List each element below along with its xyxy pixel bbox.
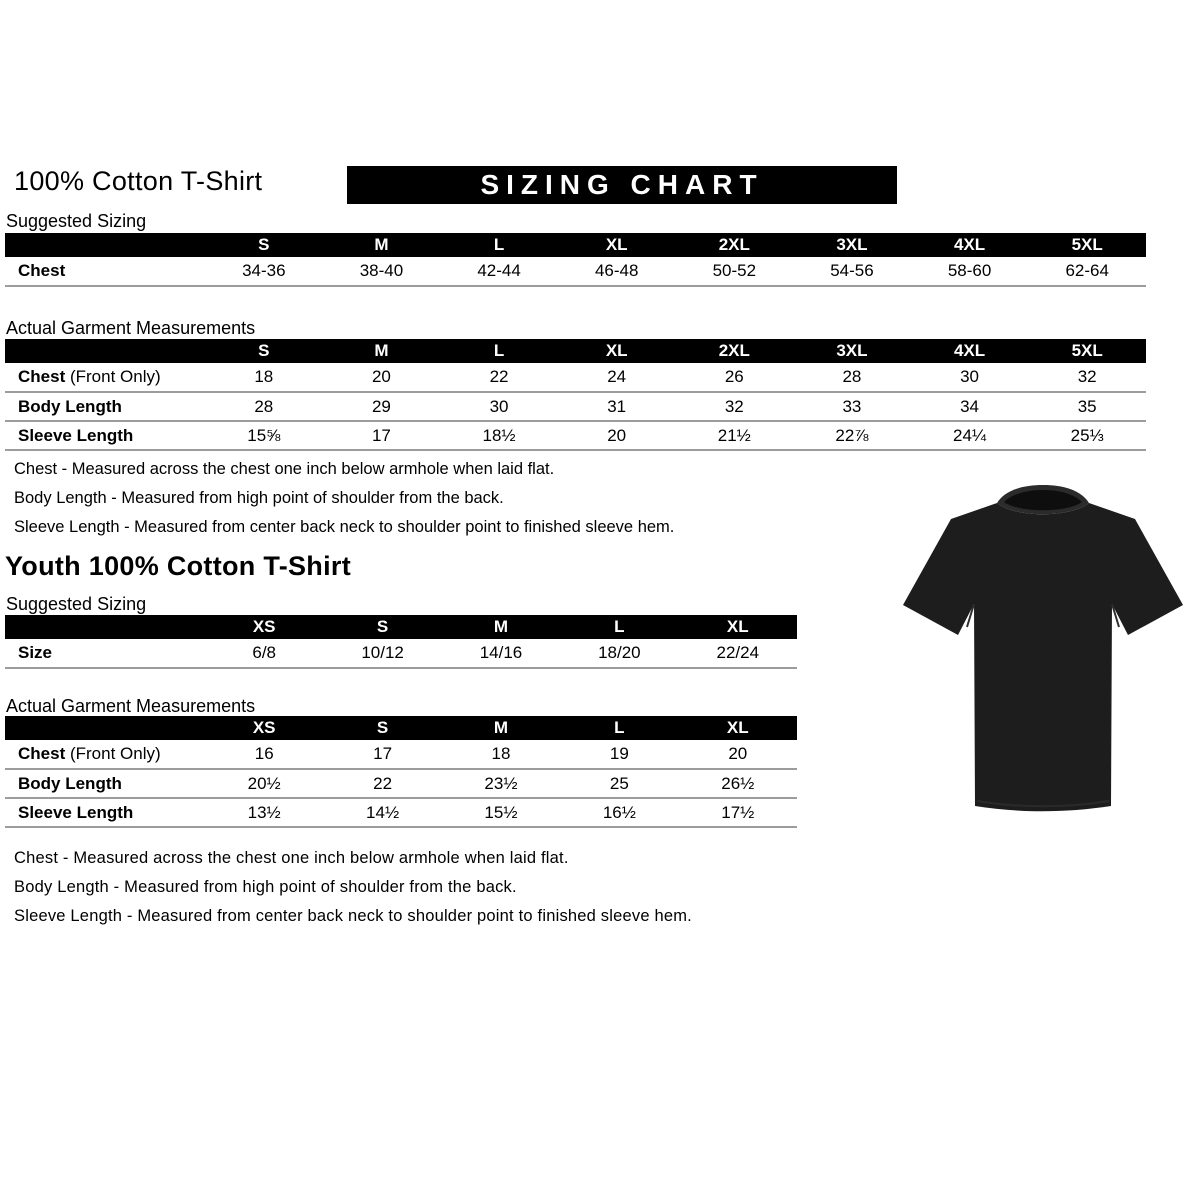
size-column-header: L [440,233,558,257]
row-label-suffix: (Front Only) [65,367,161,386]
size-value: 29 [371,396,391,416]
size-value: 22 [489,367,509,386]
size-value: 22/24 [716,643,760,662]
size-value: 25⅓ [1070,425,1104,445]
youth-garment-measurements-table [5,716,797,828]
size-column-header: XL [558,339,676,363]
size-value: 13½ [247,802,281,822]
size-value: 17 [371,425,391,445]
table-corner [5,233,205,257]
size-column-header: L [440,339,558,363]
adult-title: 100% Cotton T-Shirt [14,166,263,196]
size-column-header: XS [205,716,323,740]
row-label-suffix: (Front Only) [65,744,161,763]
size-value: 20½ [247,773,281,793]
size-column-header: M [323,233,441,257]
size-value: 24 [607,367,627,386]
size-value: 28 [842,367,862,386]
size-value: 26½ [721,773,755,793]
size-value: 16 [254,744,274,763]
adult-suggested-sizing-label: Suggested Sizing [6,211,147,231]
size-value: 24¼ [953,425,987,445]
size-value: 14/16 [479,643,523,662]
row-label-text: Sleeve Length [18,802,134,822]
size-value: 18 [491,744,511,763]
size-column-header: XL [558,233,676,257]
size-value: 22⅞ [835,425,869,445]
size-column-header: S [205,233,323,257]
table-row [5,798,797,827]
row-label [5,740,205,769]
table-row [5,769,797,798]
size-column-header: L [560,716,678,740]
size-column-header: S [205,339,323,363]
size-value: 6/8 [252,643,277,662]
adult-measurement-notes [14,455,674,542]
row-label-text: Chest [18,261,66,280]
tshirt-body-shape [903,503,1183,811]
size-column-header: XL [679,615,797,639]
size-column-header: 4XL [911,233,1029,257]
size-value: 25 [609,773,629,793]
row-label-text: Sleeve Length [18,425,134,445]
size-value: 18½ [482,425,516,445]
row-label [5,257,205,286]
size-value: 62-64 [1065,261,1109,280]
size-column-header: 4XL [911,339,1029,363]
size-column-header: M [442,615,560,639]
row-label-text: Body Length [18,396,122,416]
size-column-header: M [442,716,560,740]
row-label-text: Chest [18,744,66,763]
table-row [5,740,797,769]
table-row [5,392,1146,421]
size-column-header: 3XL [793,233,911,257]
table-corner [5,615,205,639]
size-value: 32 [1077,367,1097,386]
size-value: 26 [724,367,744,386]
note-body-length: Body Length - Measured from high point of shoulder from the back. [14,878,517,896]
size-value: 15½ [484,802,518,822]
note-sleeve-length: Sleeve Length - Measured from center back neck to shoulder point to finished sleeve hem. [14,907,692,925]
note-chest: Chest - Measured across the chest one inch below armhole when laid flat. [14,849,569,867]
table-corner [5,339,205,363]
size-value: 31 [607,396,627,416]
size-value: 20 [728,744,748,763]
size-column-header: 2XL [676,233,794,257]
size-value: 17½ [721,802,755,822]
size-value: 28 [254,396,274,416]
size-value: 16½ [602,802,636,822]
table-row [5,257,1146,286]
size-value: 15⅝ [247,425,281,445]
size-column-header: M [323,339,441,363]
size-value: 32 [724,396,744,416]
row-label-text: Chest [18,367,66,386]
size-value: 18 [254,367,274,386]
size-value: 34 [960,396,980,416]
row-label [5,639,205,668]
youth-garment-measurements-label: Actual Garment Measurements [6,696,256,716]
table-row [5,421,1146,450]
size-value: 50-52 [712,261,757,280]
size-value: 30 [489,396,509,416]
size-value: 20 [371,367,391,386]
size-column-header: 2XL [676,339,794,363]
size-value: 54-56 [830,261,874,280]
table-row [5,639,797,668]
size-value: 21½ [717,425,751,445]
size-value: 34-36 [242,261,286,280]
youth-suggested-sizing-table [5,615,797,669]
size-column-header: L [560,615,678,639]
size-value: 10/12 [361,643,404,662]
size-value: 20 [607,425,627,445]
size-value: 58-60 [947,261,992,280]
sizing-chart-banner: SIZING CHART [347,166,897,204]
adult-suggested-sizing-table [5,233,1146,287]
size-value: 46-48 [594,261,639,280]
row-label [5,769,205,798]
size-value: 19 [609,744,629,763]
note-sleeve-length: Sleeve Length - Measured from center back neck to shoulder point to finished sleeve hem. [14,518,675,536]
row-label [5,363,205,392]
size-value: 30 [960,367,980,386]
table-row [5,363,1146,392]
size-value: 35 [1077,396,1097,416]
adult-garment-measurements-table [5,339,1146,451]
size-column-header: S [323,615,441,639]
size-value: 18/20 [598,643,641,662]
size-column-header: 3XL [793,339,911,363]
size-value: 38-40 [359,261,404,280]
size-column-header: XL [679,716,797,740]
row-label-text: Size [18,643,53,662]
note-chest: Chest - Measured across the chest one inch below armhole when laid flat. [14,460,555,478]
row-label [5,798,205,827]
note-body-length: Body Length - Measured from high point of shoulder from the back. [14,489,504,507]
size-column-header: XS [205,615,323,639]
size-column-header: 5XL [1028,233,1146,257]
size-value: 17 [373,744,393,763]
row-label [5,421,205,450]
size-value: 14½ [366,802,400,822]
black-tshirt-image [897,477,1189,817]
size-column-header: S [323,716,441,740]
row-label [5,392,205,421]
size-value: 42-44 [477,261,521,280]
row-label-text: Body Length [18,773,122,793]
youth-measurement-notes [14,844,692,931]
size-value: 33 [842,396,862,416]
adult-garment-measurements-label: Actual Garment Measurements [6,318,256,338]
size-column-header: 5XL [1028,339,1146,363]
youth-suggested-sizing-label: Suggested Sizing [6,594,147,614]
size-value: 23½ [484,773,518,793]
table-corner [5,716,205,740]
youth-title: Youth 100% Cotton T-Shirt [5,551,351,581]
size-value: 22 [373,773,393,793]
